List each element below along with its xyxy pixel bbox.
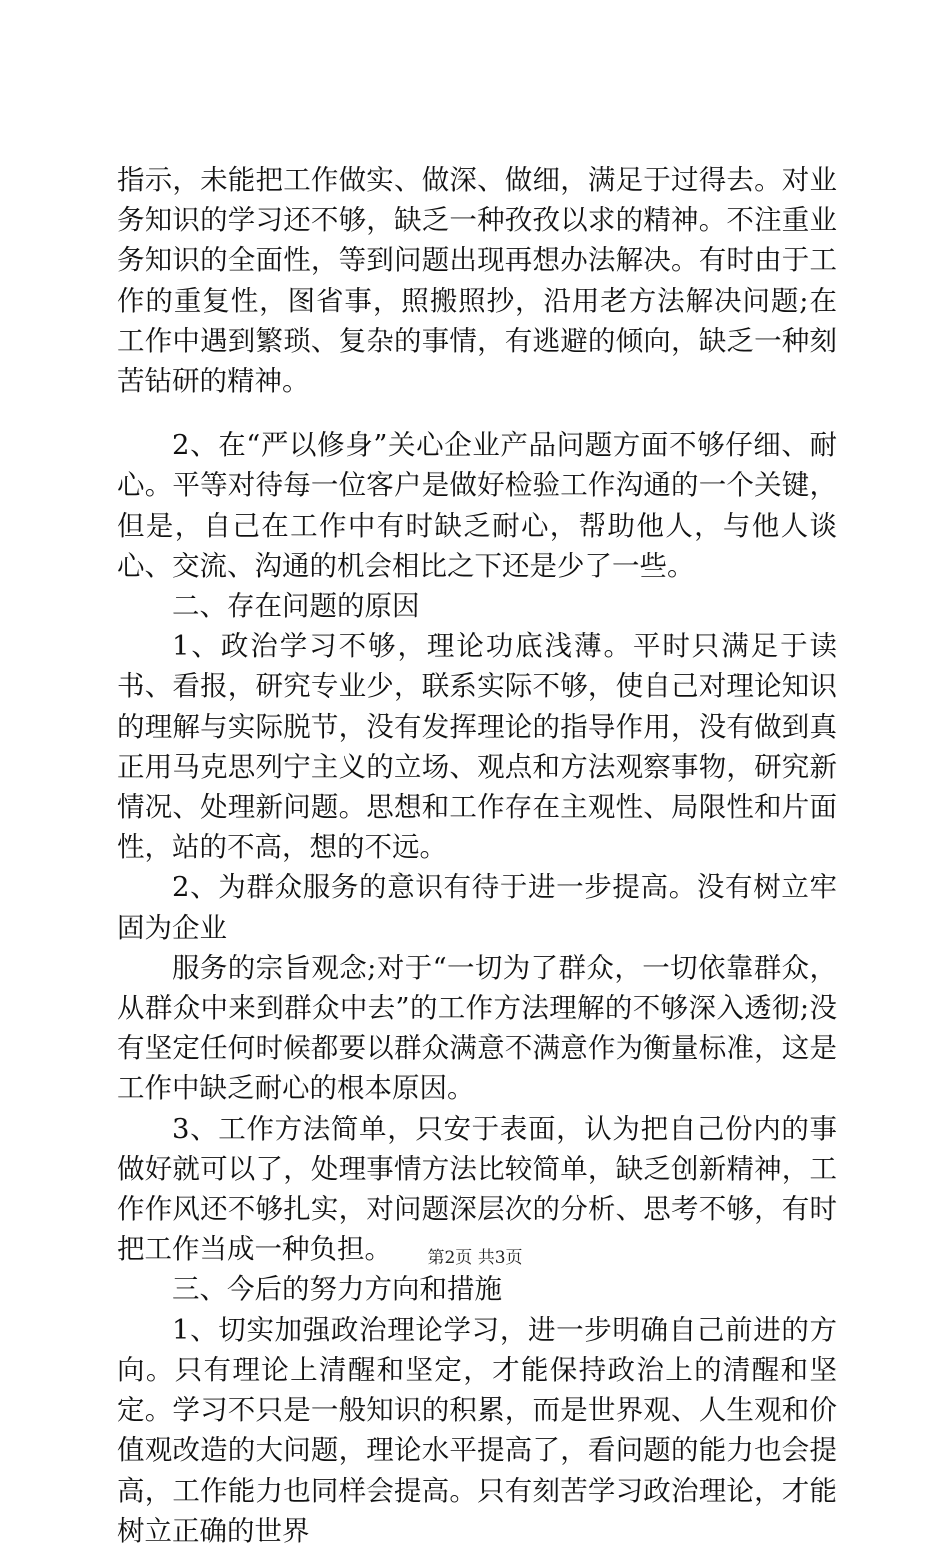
paragraph-gap [117,401,837,425]
paragraph-7: 1、切实加强政治理论学习，进一步明确自己前进的方向。只有理论上清醒和坚定，才能保持政治上的清醒和坚定。学习不只是一般知识的积累，而是世界观、人生观和价值观改造的大问题，理论水平提高了，看问题的能力也会提高，工作能力也同样会提高。只有刻苦学习政治理论，才能树立正确的世界 [117,1313,837,1547]
section-heading-2: 二、存在问题的原因 [172,590,420,623]
paragraph-5: 服务的宗旨观念;对于“一切为了群众，一切依靠群众，从群众中来到群众中去”的工作方法理解的不够深入透彻;没有坚定任何时候都要以群众满意不满意作为衡量标准，这是工作中缺乏耐心的根本原因。 [117,951,837,1105]
document-body [117,160,837,1551]
paragraph-2: 2、在“严以修身”关心企业产品问题方面不够仔细、耐心。平等对待每一位客户是做好检验工作沟通的一个关键，但是，自己在工作中有时缺乏耐心，帮助他人，与他人谈心、交流、沟通的机会相比之下还是少了一些。 [117,429,837,582]
paragraph-3: 1、政治学习不够，理论功底浅薄。平时只满足于读书、看报，研究专业少，联系实际不够，使自己对理论知识的理解与实际脱节，没有发挥理论的指导作用，没有做到真正用马克思列宁主义的立场、观点和方法观察事物，研究新情况、处理新问题。思想和工作存在主观性、局限性和片面性，站的不高，想的不远。 [117,630,837,864]
page-number: 第2页 共3页 [427,1248,523,1268]
paragraph-6: 3、工作方法简单，只安于表面，认为把自己份内的事做好就可以了，处理事情方法比较简单，缺乏创新精神，工作作风还不够扎实，对问题深层次的分析、思考不够，有时把工作当成一种负担。 [117,1112,837,1266]
section-heading-3: 三、今后的努力方向和措施 [172,1273,502,1306]
paragraph-1: 指示，未能把工作做实、做深、做细，满足于过得去。对业务知识的学习还不够，缺乏一种孜孜以求的精神。不注重业务知识的全面性，等到问题出现再想办法解决。有时由于工作的重复性，图省事，照搬照抄，沿用老方法解决问题;在工作中遇到繁琐、复杂的事情，有逃避的倾向，缺乏一种刻苦钻研的精神。 [117,164,837,398]
paragraph-4: 2、为群众服务的意识有待于进一步提高。没有树立牢固为企业 [117,871,837,944]
